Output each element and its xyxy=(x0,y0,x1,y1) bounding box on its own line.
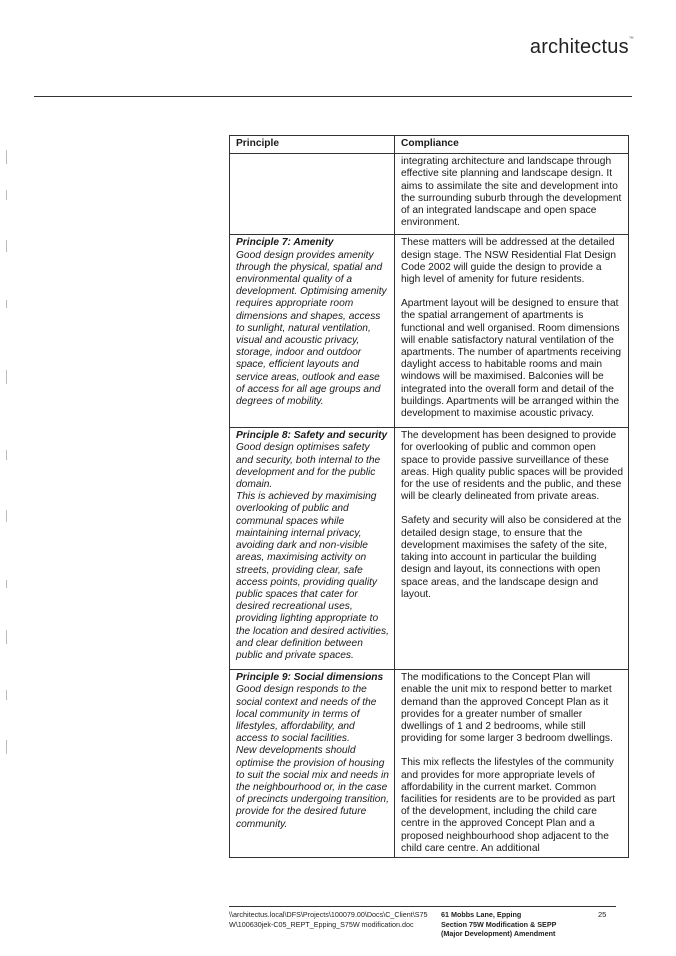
principle-cell xyxy=(230,428,395,670)
footer-project-subtitle: (Major Development) Amendment xyxy=(441,929,556,939)
principle-cell xyxy=(230,154,395,235)
principle-title: Principle 8: Safety and security xyxy=(236,430,388,442)
table-row xyxy=(230,670,629,858)
principle-description: Good design responds to the social context and needs of the local community in terms of lifestyles, affordability, and access to social facilities. New developments should optimise the provision of housing to suit the social mix and needs in the neighbourhood or, in the case of precincts undergoing transition, provide for the desired future community. xyxy=(236,684,389,830)
compliance-paragraph: integrating architecture and landscape through effective site planning and landscape design. It aims to assimilate the site and development into the surrounding suburb through the development of an integrated landscape and open space environment. xyxy=(401,156,622,229)
compliance-paragraph: These matters will be addressed at the detailed design stage. The NSW Residential Flat Design Code 2002 will guide the design to provide a high level of amenity for future residents. xyxy=(401,237,616,286)
compliance-paragraph: This mix reflects the lifestyles of the community and provides for more appropriate levels of affordability in the current market. Common facilities for residents are to be provided as part of the development, including the child care centre in the approved Concept Plan and a proposed neighbourhood shop adjacent to the child care centre. An additional xyxy=(401,757,616,854)
compliance-cell xyxy=(395,235,629,428)
column-header-compliance: Compliance xyxy=(395,136,629,154)
compliance-paragraph: The modifications to the Concept Plan will enable the unit mix to respond better to market demand than the approved Concept Plan as it provides for a greater number of smaller dwellings of 1 and 2 bedrooms, while still providing for some larger 3 bedroom dwellings. xyxy=(401,672,613,745)
logo-text: architectus xyxy=(529,36,629,58)
table-header-row xyxy=(230,136,629,154)
footer-rule xyxy=(229,906,616,907)
column-header-principle: Principle xyxy=(230,136,395,154)
architectus-logo xyxy=(530,36,634,59)
compliance-cell xyxy=(395,670,629,858)
compliance-paragraph: The development has been designed to provide for overlooking of public and common open space to provide passive surveillance of these areas. High quality public spaces will be provided for the use of residents and the public, and these will be clearly delineated from private areas. xyxy=(401,430,623,503)
footer-project-title: Section 75W Modification & SEPP xyxy=(441,919,557,929)
design-principles-table xyxy=(229,135,629,858)
compliance-cell xyxy=(395,154,629,235)
principle-cell xyxy=(230,235,395,428)
table-row xyxy=(230,235,629,428)
principle-description: Good design provides amenity through the physical, spatial and environmental quality of a development. Optimising amenity requires appropriate room dimensions and shapes, access to sunlight, natural ventilation, visual and acoustic privacy, storage, indoor and outdoor space, efficient layouts and service areas, outlook and ease of access for all age groups and degrees of mobility. xyxy=(236,249,387,408)
page-number: 25 xyxy=(598,910,607,919)
footer-file-path: \\architectus.local\DFS\Projects\100079.00\Docs\C_Client\S75W\100630jek-C05_REPT_Epping_S75W modification.doc xyxy=(229,910,428,929)
compliance-paragraph: Apartment layout will be designed to ensure that the spatial arrangement of apartments is functional and well organised. Room dimensions will enable satisfactory natural ventilation of the apartments. The number of apartments receiving daylight access to habitable rooms and main windows will be maximised. Balconies will be integrated into the overall form and detail of the buildings. Apartments will be arranged within the development to maximise acoustic privacy. xyxy=(401,298,622,420)
footer-project-address: 61 Mobbs Lane, Epping xyxy=(441,910,522,919)
principle-description: Good design optimises safety and security, both internal to the development and for the public domain. This is achieved by maximising overlooking of public and communal spaces while maintaining internal privacy, avoiding dark and non-visible areas, maximising activity on streets, providing clear, safe access points, providing quality public spaces that cater for desired recreational uses, providing lighting appropriate to the location and desired activities, and clear definition between public and private spaces. xyxy=(236,442,389,661)
trademark-mark: ™ xyxy=(628,36,634,42)
principle-cell xyxy=(230,670,395,858)
compliance-paragraph: Safety and security will also be considered at the detailed design stage, to ensure that the development maximises the safety of the site, taking into account in particular the building design and layout, its connections with open space areas, and the landscape design and layout. xyxy=(401,515,622,600)
header-rule xyxy=(34,96,632,97)
compliance-cell xyxy=(395,428,629,670)
principle-title: Principle 9: Social dimensions xyxy=(236,672,384,684)
footer-project-info xyxy=(441,910,591,939)
principle-title: Principle 7: Amenity xyxy=(236,237,334,249)
table-row xyxy=(230,428,629,670)
table-row xyxy=(230,154,629,235)
